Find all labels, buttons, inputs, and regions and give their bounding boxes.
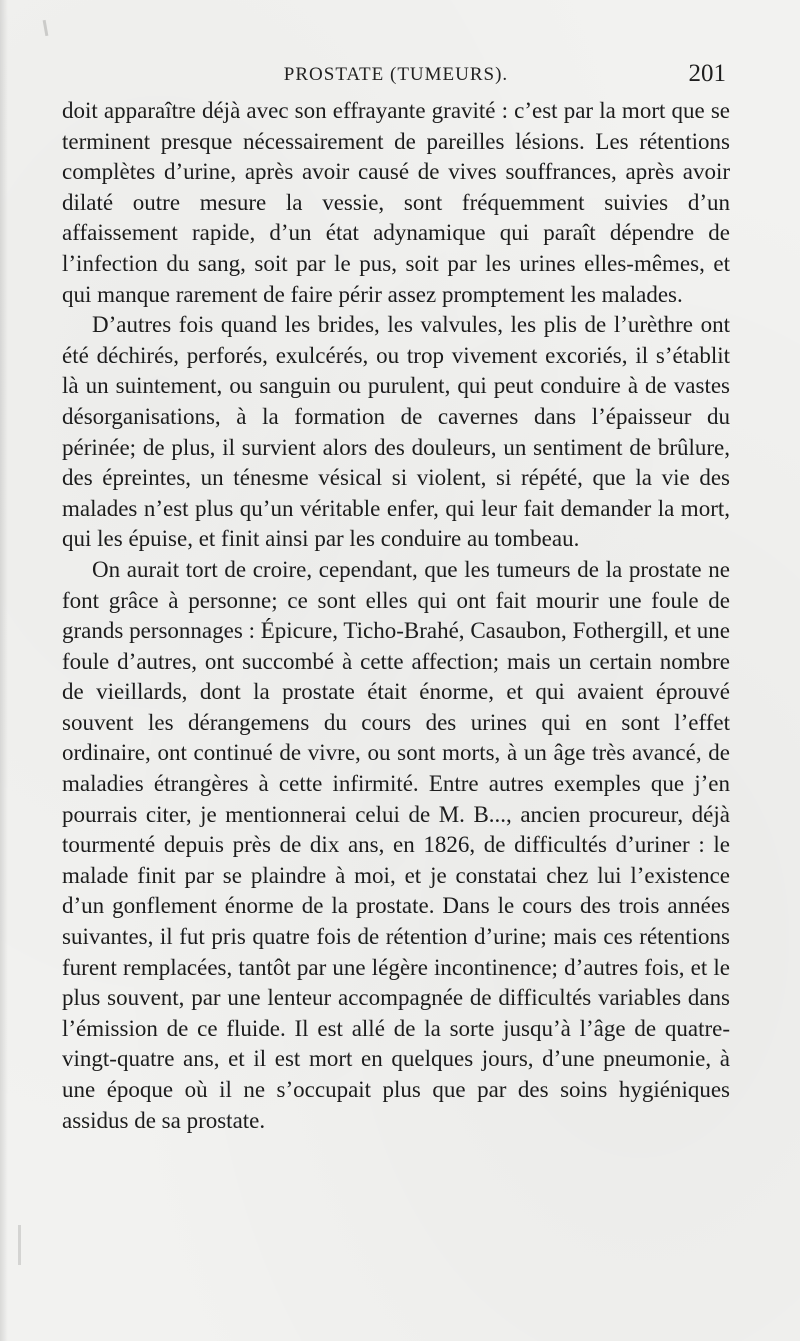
- body-text: [62, 96, 730, 1136]
- paper-mark: [43, 20, 49, 36]
- running-title: PROSTATE (TUMEURS).: [283, 64, 509, 85]
- paragraph: D’autres fois quand les brides, les valvules, les plis de l’urèthre ont été déchirés, perforés, exulcérés, ou trop vivement excoriés, il s’établit là un suintement, ou sanguin ou purulent, qui peut conduire à de vastes désorganisations, à la formation de cavernes dans l’épaisseur du périnée; de plus, il survient alors des douleurs, un sentiment de brûlure, des épreintes, un ténesme vésical si violent, si répété, que la vie des malades n’est plus qu’un véritable enfer, qui leur fait demander la mort, qui les épuise, et finit ainsi par les conduire au tombeau.: [62, 312, 730, 552]
- paragraph: doit apparaître déjà avec son effrayante gravité : c’est par la mort que se terminent presque nécessairement de pareilles lésions. Les rétentions complètes d’urine, après avoir causé de vives souffrances, après avoir dilaté outre mesure la vessie, sont fréquemment suivies d’un affaissement rapide, d’un état adynamique qui paraît dépendre de l’infection du sang, soit par le pus, soit par les urines elles-mêmes, et qui manque rarement de faire périr assez promptement les malades.: [62, 98, 730, 307]
- page-number: 201: [688, 60, 726, 87]
- page-gutter-shadow: [0, 0, 8, 1341]
- page-header: [62, 60, 730, 94]
- paper-mark: [18, 1225, 21, 1265]
- paragraph: On aurait tort de croire, cependant, que les tumeurs de la prostate ne font grâce à personne; ce sont elles qui ont fait mourir une foule de grands personnages : Épicure, Ticho-Brahé, Casaubon, Fothergill, et une foule d’autres, ont succombé à cette affection; mais un certain nombre de vieillards, dont la prostate était énorme, et qui avaient éprouvé souvent les dérangemens du cours des urines qui en sont l’effet ordinaire, ont continué de vivre, ou sont morts, à un âge très avancé, de maladies étrangères à cette infirmité. Entre autres exemples que j’en pourrais citer, je mentionnerai celui de M. B..., ancien procureur, déjà tourmenté depuis près de dix ans, en 1826, de difficultés d’uriner : le malade finit par se plaindre à moi, et je constatai chez lui l’existence d’un gonflement énorme de la prostate. Dans le cours des trois années suivantes, il fut pris quatre fois de rétention d’urine; mais ces rétentions furent remplacées, tantôt par une légère incontinence; d’autres fois, et le plus souvent, par une lenteur accompagnée de difficultés variables dans l’émission de ce fluide. Il est allé de la sorte jusqu’à l’âge de quatre-vingt-quatre ans, et il est mort en quelques jours, d’une pneumonie, à une époque où il ne s’occupait plus que par des soins hygiéniques assidus de sa prostate.: [62, 556, 730, 1133]
